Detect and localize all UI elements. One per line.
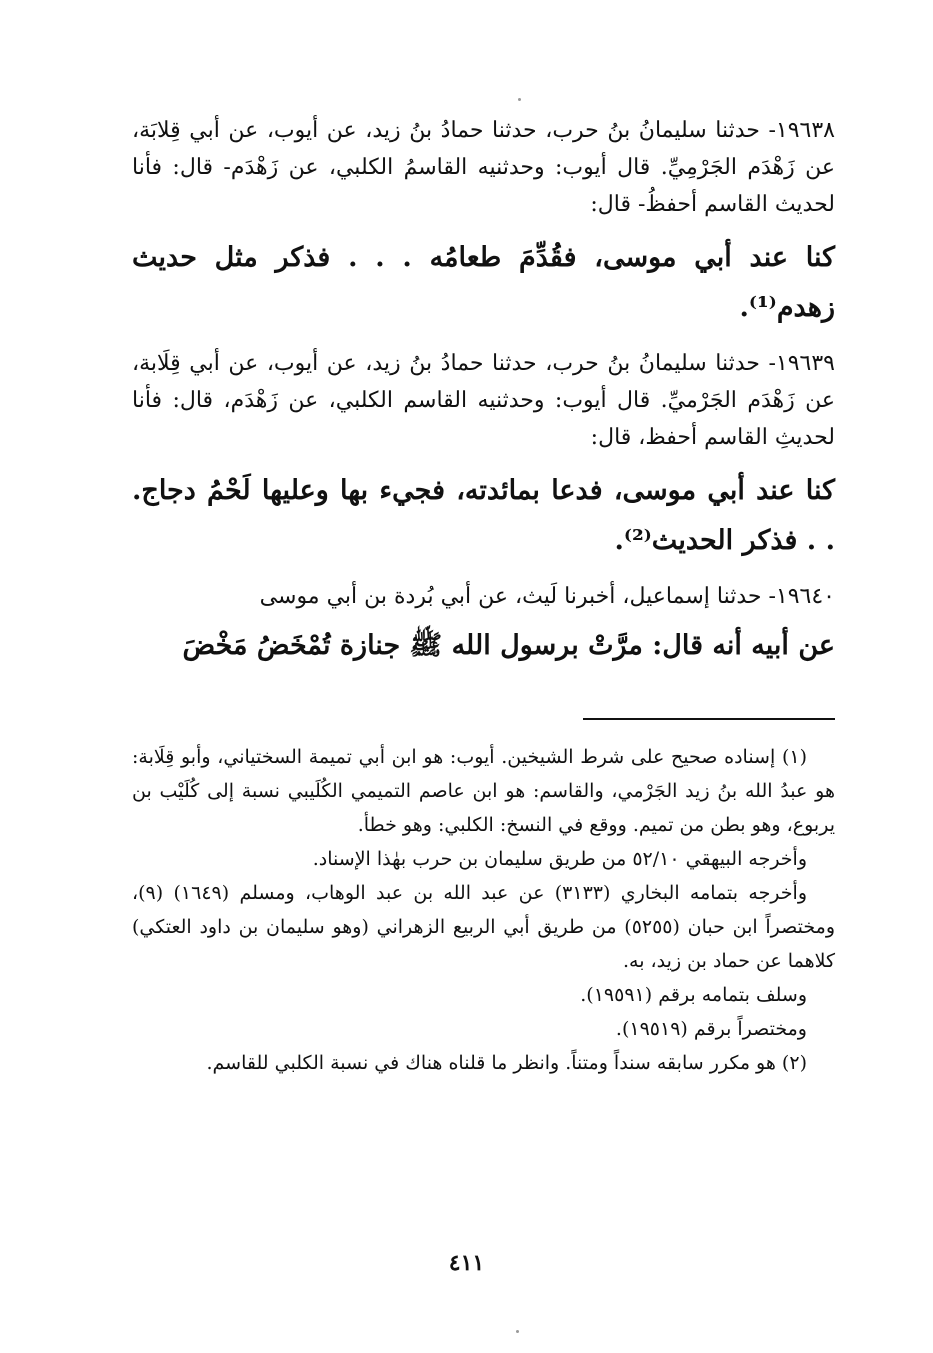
footnotes [132,740,835,1080]
scan-speck [516,1330,519,1333]
footnote-1-salaf-full: وسلف بتمامه برقم (١٩٥٩١). [580,984,807,1006]
footnote-divider [583,718,835,720]
footnote-1-salaf-short: ومختصراً برقم (١٩٥١٩). [615,1018,807,1040]
footnote-2: (٢) هو مكرر سابقه سنداً ومتناً. وانظر ما قلناه هناك في نسبة الكلبي للقاسم. [206,1052,807,1074]
hadith-19640-matn: عن أبيه أنه قال: مرَّتْ برسول الله ﷺ جنازة تُمْخَضُ مَخْضَ [182,630,835,661]
footnote-1-main: (١) إسناده صحيح على شرط الشيخين. أيوب: هو ابن أبي تميمة السختياني، وأبو قِلَابة: هو عبدُ الله بنُ زيد الجَرْمي، والقاسم: هو ابن عاصم التميمي الكُلَيبي نسبة إلى كُلَيْب بن يربوع، وهو بطن من تميم. ووقع في النسخ: الكلبي: وهو خطأ. [132,746,836,836]
hadith-19639-matn: كنا عند أبي موسى، فدعا بمائدته، فجيء بها وعليها لَحْمُ دجاج. . . فذكر الحديث⁽²⁾. [132,475,835,556]
hadith-19639-isnad: ١٩٦٣٩- حدثنا سليمانُ بنُ حرب، حدثنا حمادُ بنُ زيد، عن أيوب، عن أبي قِلَابة، عن زَهْدَم الجَرْميِّ. قال أيوب: وحدثنيه القاسم الكلبي، عن زَهْدَم، قال: فأنا لحديثِ القاسم أحفظ، قال: [132,351,835,450]
main-text [132,112,835,671]
hadith-19640-isnad: ١٩٦٤٠- حدثنا إسماعيل، أخبرنا لَيث، عن أبي بُردة بن أبي موسى [259,584,835,609]
page-number: ٤١١ [448,1250,485,1276]
footnote-1-bukhari: وأخرجه بتمامه البخاري (٣١٣٣) عن عبد الله بن عبد الوهاب، ومسلم (١٦٤٩) (٩)، ومختصراً ابن حبان (٥٢٥٥) من طريق أبي الربيع الزهراني (وهو سليمان بن داود العتكي) كلاهما عن حماد بن زيد، به. [132,882,835,972]
hadith-19638-isnad: ١٩٦٣٨- حدثنا سليمانُ بنُ حرب، حدثنا حمادُ بنُ زيد، عن أيوب، عن أبي قِلابَة، عن زَهْدَم الجَرْمِيِّ. قال أيوب: وحدثنيه القاسمُ الكلبي، عن زَهْدَم- قال: فأنا لحديث القاسم أحفظُ- قال: [132,118,835,217]
scan-speck [518,98,521,101]
footnote-1-bayhaqi: وأخرجه البيهقي ٥٢/١٠ من طريق سليمان بن حرب بهٰذا الإسناد. [312,848,807,870]
hadith-19638-matn: كنا عند أبي موسى، فقُدِّمَ طعامُه . . . فذكر مثل حديث زهدم⁽¹⁾. [132,242,835,323]
